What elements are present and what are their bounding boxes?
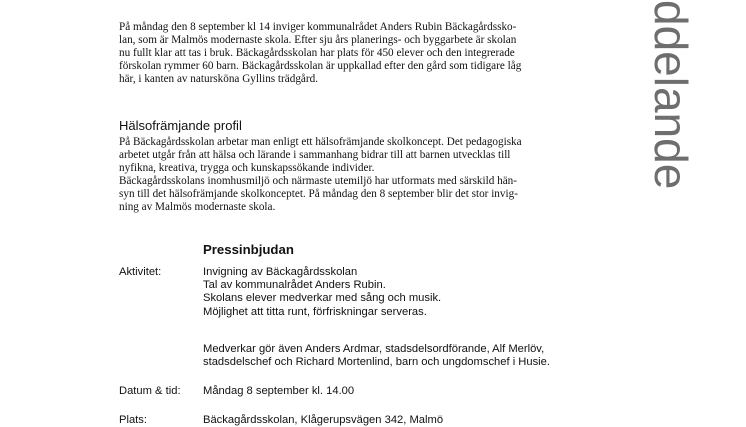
text-line: På måndag den 8 september kl 14 inviger kommunalrådet Anders Rubin Bäckagårdssko-	[119, 21, 517, 33]
participants-line: Medverkar gör även Anders Ardmar, stadsdelsordförande, Alf Merlöv,	[203, 343, 545, 355]
participants-text	[203, 343, 550, 369]
text-line: nu fullt klar att tas i bruk. Bäckagårdsskolan har plats för 450 elever och den integrerade	[119, 47, 515, 60]
text-line: förskolan rymmer 60 barn. Bäckagårdsskolan är uppkallad efter den gård som tidigare låg	[119, 60, 522, 73]
activity-line: Möjlighet att titta runt, förfriskningar serveras.	[203, 305, 427, 318]
activity-value	[203, 266, 441, 319]
activity-line: Tal av kommunalrådet Anders Rubin.	[203, 279, 386, 292]
activity-line: Skolans elever medverkar med sång och musik.	[203, 292, 442, 305]
text-line: På Bäckagårdsskolan arbetar man enligt ett hälsofrämjande skolkoncept. Det pedagogiska	[119, 136, 522, 148]
text-line: lan, som är Malmös modernaste skola. Efter sju års planerings- och byggarbete är skolan	[119, 34, 517, 47]
text-line: Bäckagårdsskolans inomhusmiljö och närmaste utemiljö har utformats med särskild hän-	[119, 175, 518, 188]
activity-label: Aktivitet:	[119, 266, 162, 278]
text-line: nyfikna, kreativa, trygga och kunskapssökande individer.	[119, 162, 375, 175]
side-title: ddelande	[645, 0, 697, 190]
text-line: ning av Malmös modernaste skola.	[119, 201, 276, 214]
section-heading: Hälsofrämjande profil	[119, 118, 242, 133]
text-line: här, i kanten av natursköna Gyllins trädgård.	[119, 73, 319, 86]
text-line: syn till det hälsofrämjande skolkonceptet. På måndag den 8 september blir det stor invig-	[119, 188, 518, 201]
date-value: Måndag 8 september kl. 14.00	[203, 385, 355, 397]
place-label: Plats:	[119, 414, 147, 426]
activity-line: Invigning av Bäckagårdsskolan	[203, 266, 358, 278]
intro-paragraph	[119, 21, 607, 86]
date-label: Datum & tid:	[119, 385, 181, 397]
text-line: arbetet utgår från att hälsa och lärande i sammanhang bidrar till att barnen utvecklas till	[119, 149, 511, 162]
participants-line: stadsdelschef och Richard Mortenlind, barn och ungdomschef i Husie.	[203, 356, 550, 369]
profile-paragraph	[119, 136, 607, 214]
place-value: Bäckagårdsskolan, Klågerupsvägen 342, Malmö	[203, 414, 444, 426]
invite-heading: Pressinbjudan	[203, 242, 294, 257]
